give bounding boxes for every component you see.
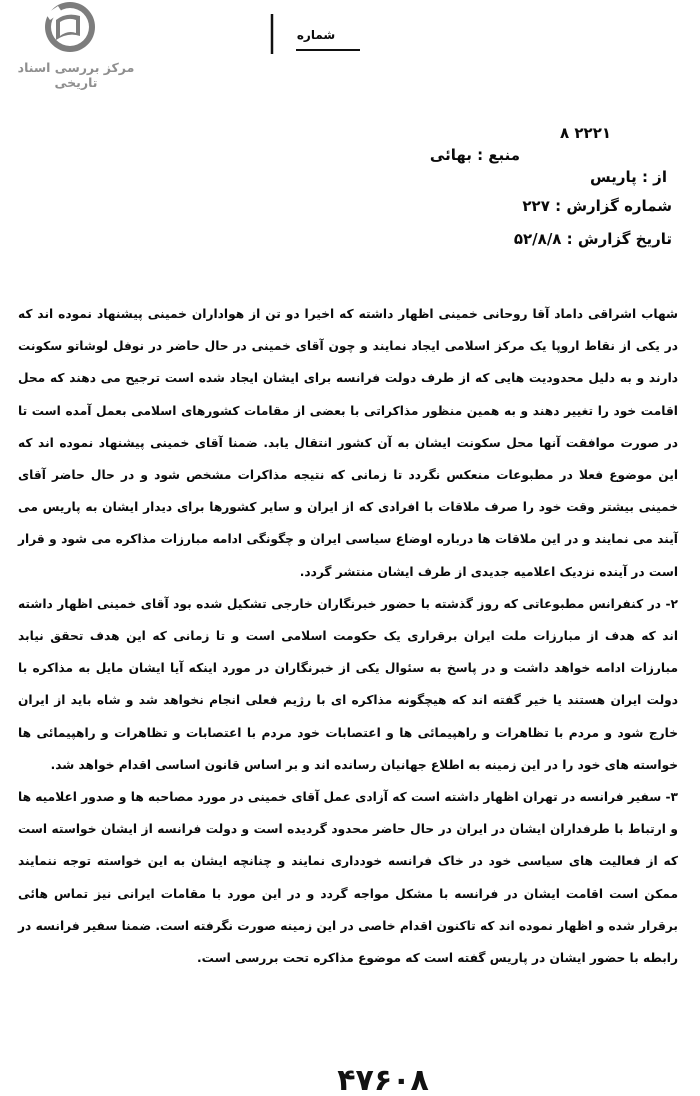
report-date: تاریخ گزارش : ۵۲/۸/۸ <box>513 230 672 248</box>
document-number: ۲۲۲۱ ۸ <box>560 124 612 142</box>
paragraph-2-side-note: مردم با اعتصابات و تظاهرات و راهپیمائی ها <box>18 725 292 740</box>
archive-emblem-icon <box>36 0 102 56</box>
paragraph-1: شهاب اشراقی داماد آقا روحانی خمینی اظهار داشته که اخیرا دو تن از هواداران خمینی پیشنهاد نموده اند که در یکی از نقاط اروپا یک مرکز اسلامی ایجاد نمایند و چون آقای خمینی در حال حاضر در نوفل لوشاتو سکونت دارند و به دلیل محدودیت هایی که از طرف دولت فرانسه برای ایشان ایجاد شده است ترجیح می دهند که محل اقامت خود را تغییر دهند و به همین منظور مذاکراتی با بعضی از مقامات کشورهای اسلامی بعمل آمده است تا در صورت موافقت آنها محل سکونت ایشان به آن کشور انتقال یابد. ضمنا آقای خمینی پیشنهاد نموده اند که این موضوع فعلا در مطبوعات منعکس نگردد تا زمانی که نتیجه مذاکرات مشخص شود و در حال حاضر آقای خمینی بیشتر وقت خود را صرف ملاقات با افرادی که از ایران و سایر کشورها برای دیدار ایشان به پاریس می آیند می نمایند و در این ملاقات ها درباره اوضاع سیاسی ایران و چگونگی ادامه مبارزات مذاکره می شود و قرار است در آینده نزدیک اعلامیه جدیدی از طرف ایشان منتشر گردد. <box>18 307 678 579</box>
report-number: شماره گزارش : ۲۲۷ <box>522 197 672 215</box>
handwritten-page-number <box>318 1060 448 1096</box>
paragraph-2-tail: خواسته های خود را در این زمینه به اطلاع جهانیان رسانده اند و بر اساس قانون اساسی اقدام خواهد شد. <box>50 757 678 772</box>
archive-logo-text: مرکز بررسی اسناد تاریخی <box>17 60 135 90</box>
paragraph-2 <box>18 588 678 781</box>
source-line: منبع : بهائی <box>429 146 521 164</box>
report-body <box>18 298 678 974</box>
from-line: از : پاریس <box>590 168 667 186</box>
page-number-text: ۴۷۶۰۸ <box>337 1063 429 1096</box>
paragraph-3: ۳- سفیر فرانسه در تهران اظهار داشته است که آزادی عمل آقای خمینی در مورد مصاحبه ها و صدور اعلامیه ها و ارتباط با طرفداران ایشان در ایران در حال حاضر محدود گردیده است و دولت فرانسه از ایشان خواسته است که از فعالیت های سیاسی خود در خاک فرانسه خودداری نمایند و چنانچه ایشان به این خواسته توجه ننمایند ممکن است اقامت ایشان در فرانسه با مشکل مواجه گردد و در این مورد با مقامات ایرانی نیز تماس هائی برقرار شده و اظهار نموده اند که تاکنون اقدام خاصی در این زمینه صورت نگرفته است. ضمنا سفیر فرانسه در رابطه با حضور ایشان در پاریس گفته است که موضوع مذاکره تحت بررسی است. <box>18 790 678 966</box>
top-handwritten-mark: شماره <box>296 28 336 42</box>
paragraph-2-text: ۲- در کنفرانس مطبوعاتی که روز گذشته با حضور خبرنگاران خارجی تشکیل شده بود آقای خمینی اظهار داشته اند که هدف از مبارزات ملت ایران برقراری یک حکومت اسلامی است و تا زمانی که این هدف تحقق نیابد مبارزات ادامه خواهد داشت و در پاسخ به سئوال یکی از خبرنگاران در مورد اینکه آیا ایشان مایل به مذاکره با دولت ایران هستند یا خیر گفته اند که هیچگونه مذاکره ای با رژیم فعلی انجام نخواهد شد و شاه باید از ایران خارج شود و مردم با تظاهرات و راهپیمائی ها و اعتصابات خود <box>18 596 678 740</box>
